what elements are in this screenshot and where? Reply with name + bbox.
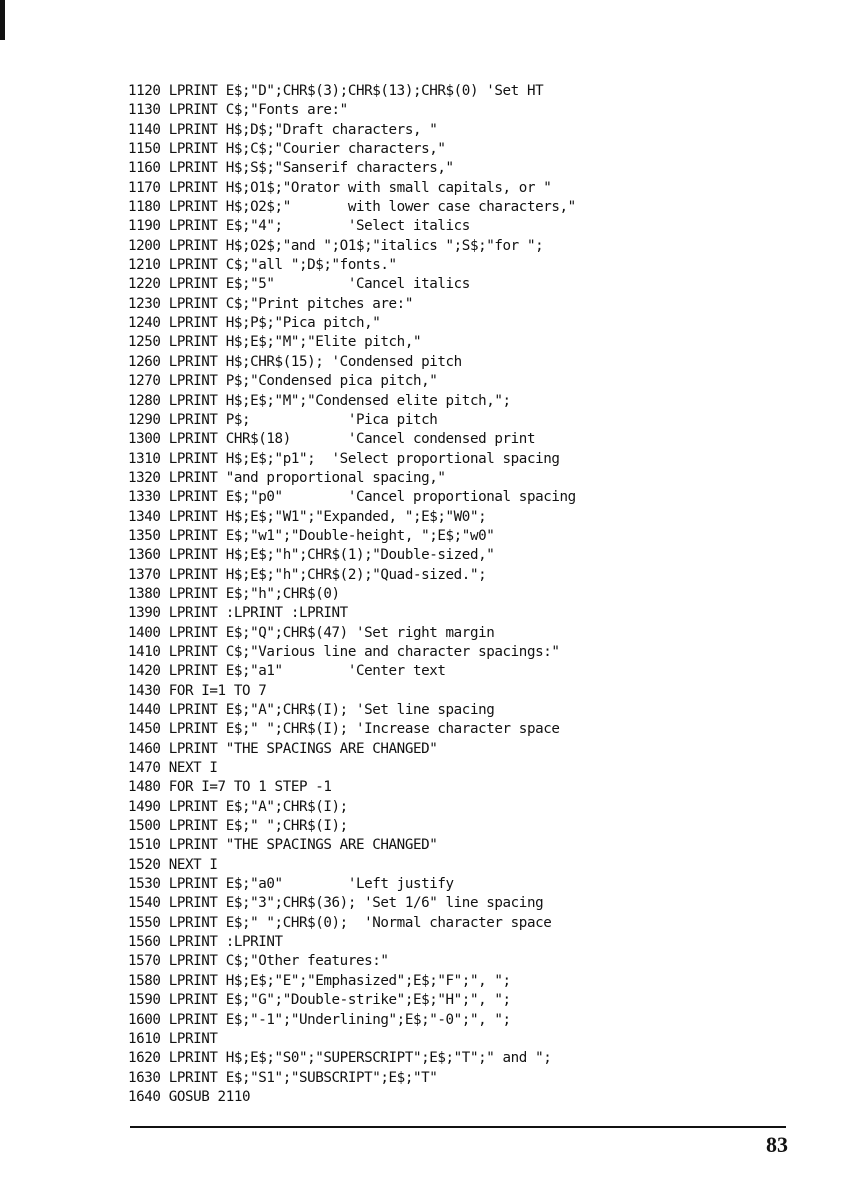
code-line: 1390 LPRINT :LPRINT :LPRINT: [128, 605, 348, 622]
code-line: 1190 LPRINT E$;"4"; 'Select italics: [128, 218, 470, 235]
code-line: 1370 LPRINT H$;E$;"h";CHR$(2);"Quad-sized.";: [128, 566, 487, 583]
code-line: 1310 LPRINT H$;E$;"p1"; 'Select proportional spacing: [128, 450, 560, 467]
code-line: 1130 LPRINT C$;"Fonts are:": [128, 102, 348, 119]
code-line: 1400 LPRINT E$;"Q";CHR$(47) 'Set right margin: [128, 624, 495, 641]
code-line: 1520 NEXT I: [128, 856, 218, 873]
code-line: 1200 LPRINT H$;O2$;"and ";O1$;"italics ";S$;"for ";: [128, 237, 544, 254]
code-line: 1220 LPRINT E$;"5" 'Cancel italics: [128, 276, 470, 293]
code-line: 1250 LPRINT H$;E$;"M";"Elite pitch,": [128, 334, 422, 351]
code-line: 1490 LPRINT E$;"A";CHR$(I);: [128, 798, 348, 815]
code-line: 1160 LPRINT H$;S$;"Sanserif characters,": [128, 160, 454, 177]
code-line: 1140 LPRINT H$;D$;"Draft characters, ": [128, 121, 438, 138]
code-line: 1530 LPRINT E$;"a0" 'Left justify: [128, 876, 454, 893]
code-line: 1330 LPRINT E$;"p0" 'Cancel proportional spacing: [128, 489, 576, 506]
code-line: 1380 LPRINT E$;"h";CHR$(0): [128, 585, 340, 602]
code-line: 1540 LPRINT E$;"3";CHR$(36); 'Set 1/6" line spacing: [128, 895, 544, 912]
code-line: 1280 LPRINT H$;E$;"M";"Condensed elite pitch,";: [128, 392, 511, 409]
code-line: 1230 LPRINT C$;"Print pitches are:": [128, 295, 413, 312]
code-line: 1570 LPRINT C$;"Other features:": [128, 953, 389, 970]
code-line: 1240 LPRINT H$;P$;"Pica pitch,": [128, 315, 381, 332]
code-line: 1210 LPRINT C$;"all ";D$;"fonts.": [128, 257, 397, 274]
code-line: 1180 LPRINT H$;O2$;" with lower case characters,": [128, 199, 576, 216]
code-line: 1290 LPRINT P$; 'Pica pitch: [128, 411, 438, 428]
code-line: 1460 LPRINT "THE SPACINGS ARE CHANGED": [128, 740, 438, 757]
code-line: 1640 GOSUB 2110: [128, 1088, 251, 1105]
code-line: 1260 LPRINT H$;CHR$(15); 'Condensed pitch: [128, 353, 462, 370]
code-line: 1300 LPRINT CHR$(18) 'Cancel condensed print: [128, 431, 536, 448]
code-line: 1580 LPRINT H$;E$;"E";"Emphasized";E$;"F";", ";: [128, 972, 511, 989]
code-line: 1550 LPRINT E$;" ";CHR$(0); 'Normal character space: [128, 914, 552, 931]
code-line: 1510 LPRINT "THE SPACINGS ARE CHANGED": [128, 837, 438, 854]
footer-rule: [130, 1126, 786, 1128]
scan-edge-mark: [0, 0, 5, 40]
code-line: 1590 LPRINT E$;"G";"Double-strike";E$;"H";", ";: [128, 992, 511, 1009]
code-line: 1630 LPRINT E$;"S1";"SUBSCRIPT";E$;"T": [128, 1069, 438, 1086]
code-line: 1480 FOR I=7 TO 1 STEP -1: [128, 779, 332, 796]
code-line: 1150 LPRINT H$;C$;"Courier characters,": [128, 141, 446, 158]
code-line: 1430 FOR I=1 TO 7: [128, 682, 267, 699]
code-line: 1340 LPRINT H$;E$;"W1";"Expanded, ";E$;"W0";: [128, 508, 487, 525]
page-number: 83: [766, 1132, 788, 1157]
code-line: 1600 LPRINT E$;"-1";"Underlining";E$;"-0";", ";: [128, 1011, 511, 1028]
code-line: 1450 LPRINT E$;" ";CHR$(I); 'Increase character space: [128, 721, 560, 738]
code-line: 1560 LPRINT :LPRINT: [128, 934, 283, 951]
code-line: 1410 LPRINT C$;"Various line and character spacings:": [128, 643, 560, 660]
code-line: 1420 LPRINT E$;"a1" 'Center text: [128, 663, 446, 680]
basic-code-listing: [128, 82, 768, 1107]
code-line: 1440 LPRINT E$;"A";CHR$(I); 'Set line spacing: [128, 702, 495, 718]
code-line: 1500 LPRINT E$;" ";CHR$(I);: [128, 818, 348, 835]
code-line: 1610 LPRINT: [128, 1030, 218, 1047]
code-line: 1620 LPRINT H$;E$;"S0";"SUPERSCRIPT";E$;"T";" and ";: [128, 1050, 552, 1067]
code-line: 1170 LPRINT H$;O1$;"Orator with small capitals, or ": [128, 179, 552, 196]
code-line: 1270 LPRINT P$;"Condensed pica pitch,": [128, 373, 438, 390]
code-line: 1350 LPRINT E$;"w1";"Double-height, ";E$;"w0": [128, 527, 495, 544]
code-line: 1470 NEXT I: [128, 760, 218, 777]
code-line: 1120 LPRINT E$;"D";CHR$(3);CHR$(13);CHR$(0) 'Set HT: [128, 83, 544, 99]
code-line: 1320 LPRINT "and proportional spacing,": [128, 469, 446, 486]
code-line: 1360 LPRINT H$;E$;"h";CHR$(1);"Double-sized,": [128, 547, 495, 564]
